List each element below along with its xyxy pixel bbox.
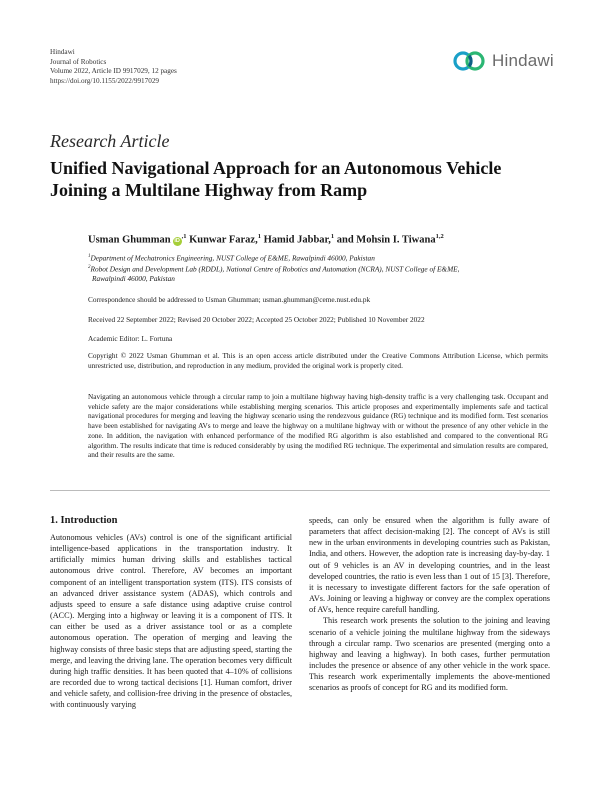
- abstract: Navigating an autonomous vehicle through a circular ramp to join a multilane highway having high-density traffic is a very challenging task. Occupant and vehicle safety are the major considerations while establishing merging scenarios. This article proposes and experimentally implements safe and tactical navigational procedures for merging and leaving the highway scenario using the rendezvous guidance (RG) technique and its modified form. Test scenarios have been established for navigating AVs to merge and leave the highway on a multilane highway with or without the presence of any other vehicle in the zone. In addition, the navigation with enhanced performance of the modified RG algorithm is also established and compared to the conventional RG algorithm. The results indicate that time is reduced considerably by using the modified RG technique. The experimental and simulation results are compared, and their results are the same.: [88, 392, 548, 460]
- copyright-notice: Copyright © 2022 Usman Ghumman et al. This is an open access article distributed under the Creative Commons Attribution License, which permits unrestricted use, distribution, and reproduction in any medium, provided the original work is properly cited.: [88, 351, 548, 370]
- intro-paragraph-1: Autonomous vehicles (AVs) control is one of the significant artificial intelligence-based applications in the transportation industry. It artificially mimics human driving skills and establishes tactical autonomous drive control. Therefore, AV becomes an important component of an intelligent transportation system (ITS). ITS consists of an advanced driver assistance system (ADAS), which controls and adjusts speed to ensure a safe distance using adaptive cruise control (ACC). Merging into a highway or leaving it is a component of ITS. It can either be used as a driver assistance tool or as a complete autonomous operation. The operation of merging and leaving the highway consists of three basic steps that are adjusting speed, starting the merge, and leaving the driving lane. The operation becomes very difficult during high traffic densities. It has been quoted that 4–10% of collisions are recorded due to wrong tactical decisions [1]. Human comfort, driver and vehicle safety, and collision-free driving in the presence of obstacles, with continuously varying: [50, 533, 292, 710]
- intro-paragraph-2: This research work presents the solution to the joining and leaving scenario of a vehicle joining the multilane highway from the sideways through a circular ramp. Two scenarios are presented (merging onto a highway and leaving a highway). In both cases, further permutation includes the presence or absence of any other vehicle in the work space. This research work experimentally implements the above-mentioned scenarios as proofs of concept for RG and its modified form.: [309, 616, 550, 693]
- body-column-right: [309, 515, 550, 694]
- section-divider: [50, 490, 550, 491]
- publisher-name: Hindawi: [50, 48, 75, 56]
- author-affil-sup: 1,2: [435, 233, 444, 240]
- section-heading: 1. Introduction: [50, 515, 118, 526]
- volume-line: Volume 2022, Article ID 9917029, 12 pages: [50, 67, 177, 76]
- hindawi-wordmark: Hindawi: [492, 51, 554, 70]
- affiliation-2-continued: Rawalpindi 46000, Pakistan: [92, 274, 175, 284]
- doi-link[interactable]: https://doi.org/10.1155/2022/9917029: [50, 76, 160, 85]
- correspondence: Correspondence should be addressed to Usman Ghumman; usman.ghumman@ceme.nust.edu.pk: [88, 295, 371, 304]
- hindawi-rings-icon: [452, 46, 492, 76]
- journal-header: [50, 48, 177, 86]
- author-affil-sup: 1: [330, 233, 335, 240]
- affiliation-1: $^1$Department of Mechatronics Engineering, NUST College of E&ME, Rawalpindi 46000, Pakistan: [88, 253, 375, 263]
- hindawi-logo[interactable]: [452, 46, 554, 76]
- body-column-left: [50, 532, 292, 711]
- journal-name: Journal of Robotics: [50, 57, 107, 66]
- author-list: Usman Ghumman $iD^{,1}$ Kunwar Faraz,$^1$ Hamid Jabbar,$^1$ and Mohsin I. Tiwana$^{1,2}$: [88, 233, 444, 246]
- article-category: Research Article: [50, 131, 170, 151]
- affiliations: [88, 252, 548, 284]
- article-title: Unified Navigational Approach for an Autonomous Vehicle Joining a Multilane Highway from Ramp: [50, 158, 502, 200]
- author-affil-sup: 1: [183, 233, 187, 240]
- author-name[interactable]: Kunwar Faraz,: [189, 234, 258, 246]
- academic-editor: Academic Editor: L. Fortuna: [88, 334, 173, 343]
- author-name[interactable]: and Mohsin I. Tiwana: [336, 234, 436, 246]
- intro-paragraph-continued: speeds, can only be ensured when the algorithm is fully aware of parameters that affect decision-making [2]. The concept of AVs is still new in the urban environments in developing countries such as Pakistan, India, and others. However, the adoption rate is increasing day-by-day. 1 out of 9 vehicles is an AV in developing countries, and in the least developed countries, the ratio is even less than 1 out of 15 [3]. Therefore, it is necessary to investigate different factors for the safe operation of AVs. Joining or leaving a highway or convey are the complex operations of AVs, hence require carefull handling.: [309, 516, 550, 615]
- affiliation-2: $^2$Robot Design and Development Lab (RDDL), National Centre of Robotics and Automation (NCRA), NUST College of E&ME,: [88, 264, 460, 274]
- author-affil-sup: 1: [257, 233, 261, 240]
- publication-dates: Received 22 September 2022; Revised 20 October 2022; Accepted 25 October 2022; Published 10 November 2022: [88, 315, 425, 324]
- author-name[interactable]: Usman Ghumman: [88, 234, 171, 246]
- author-name[interactable]: Hamid Jabbar,: [263, 234, 331, 246]
- orcid-icon[interactable]: iD: [174, 237, 180, 244]
